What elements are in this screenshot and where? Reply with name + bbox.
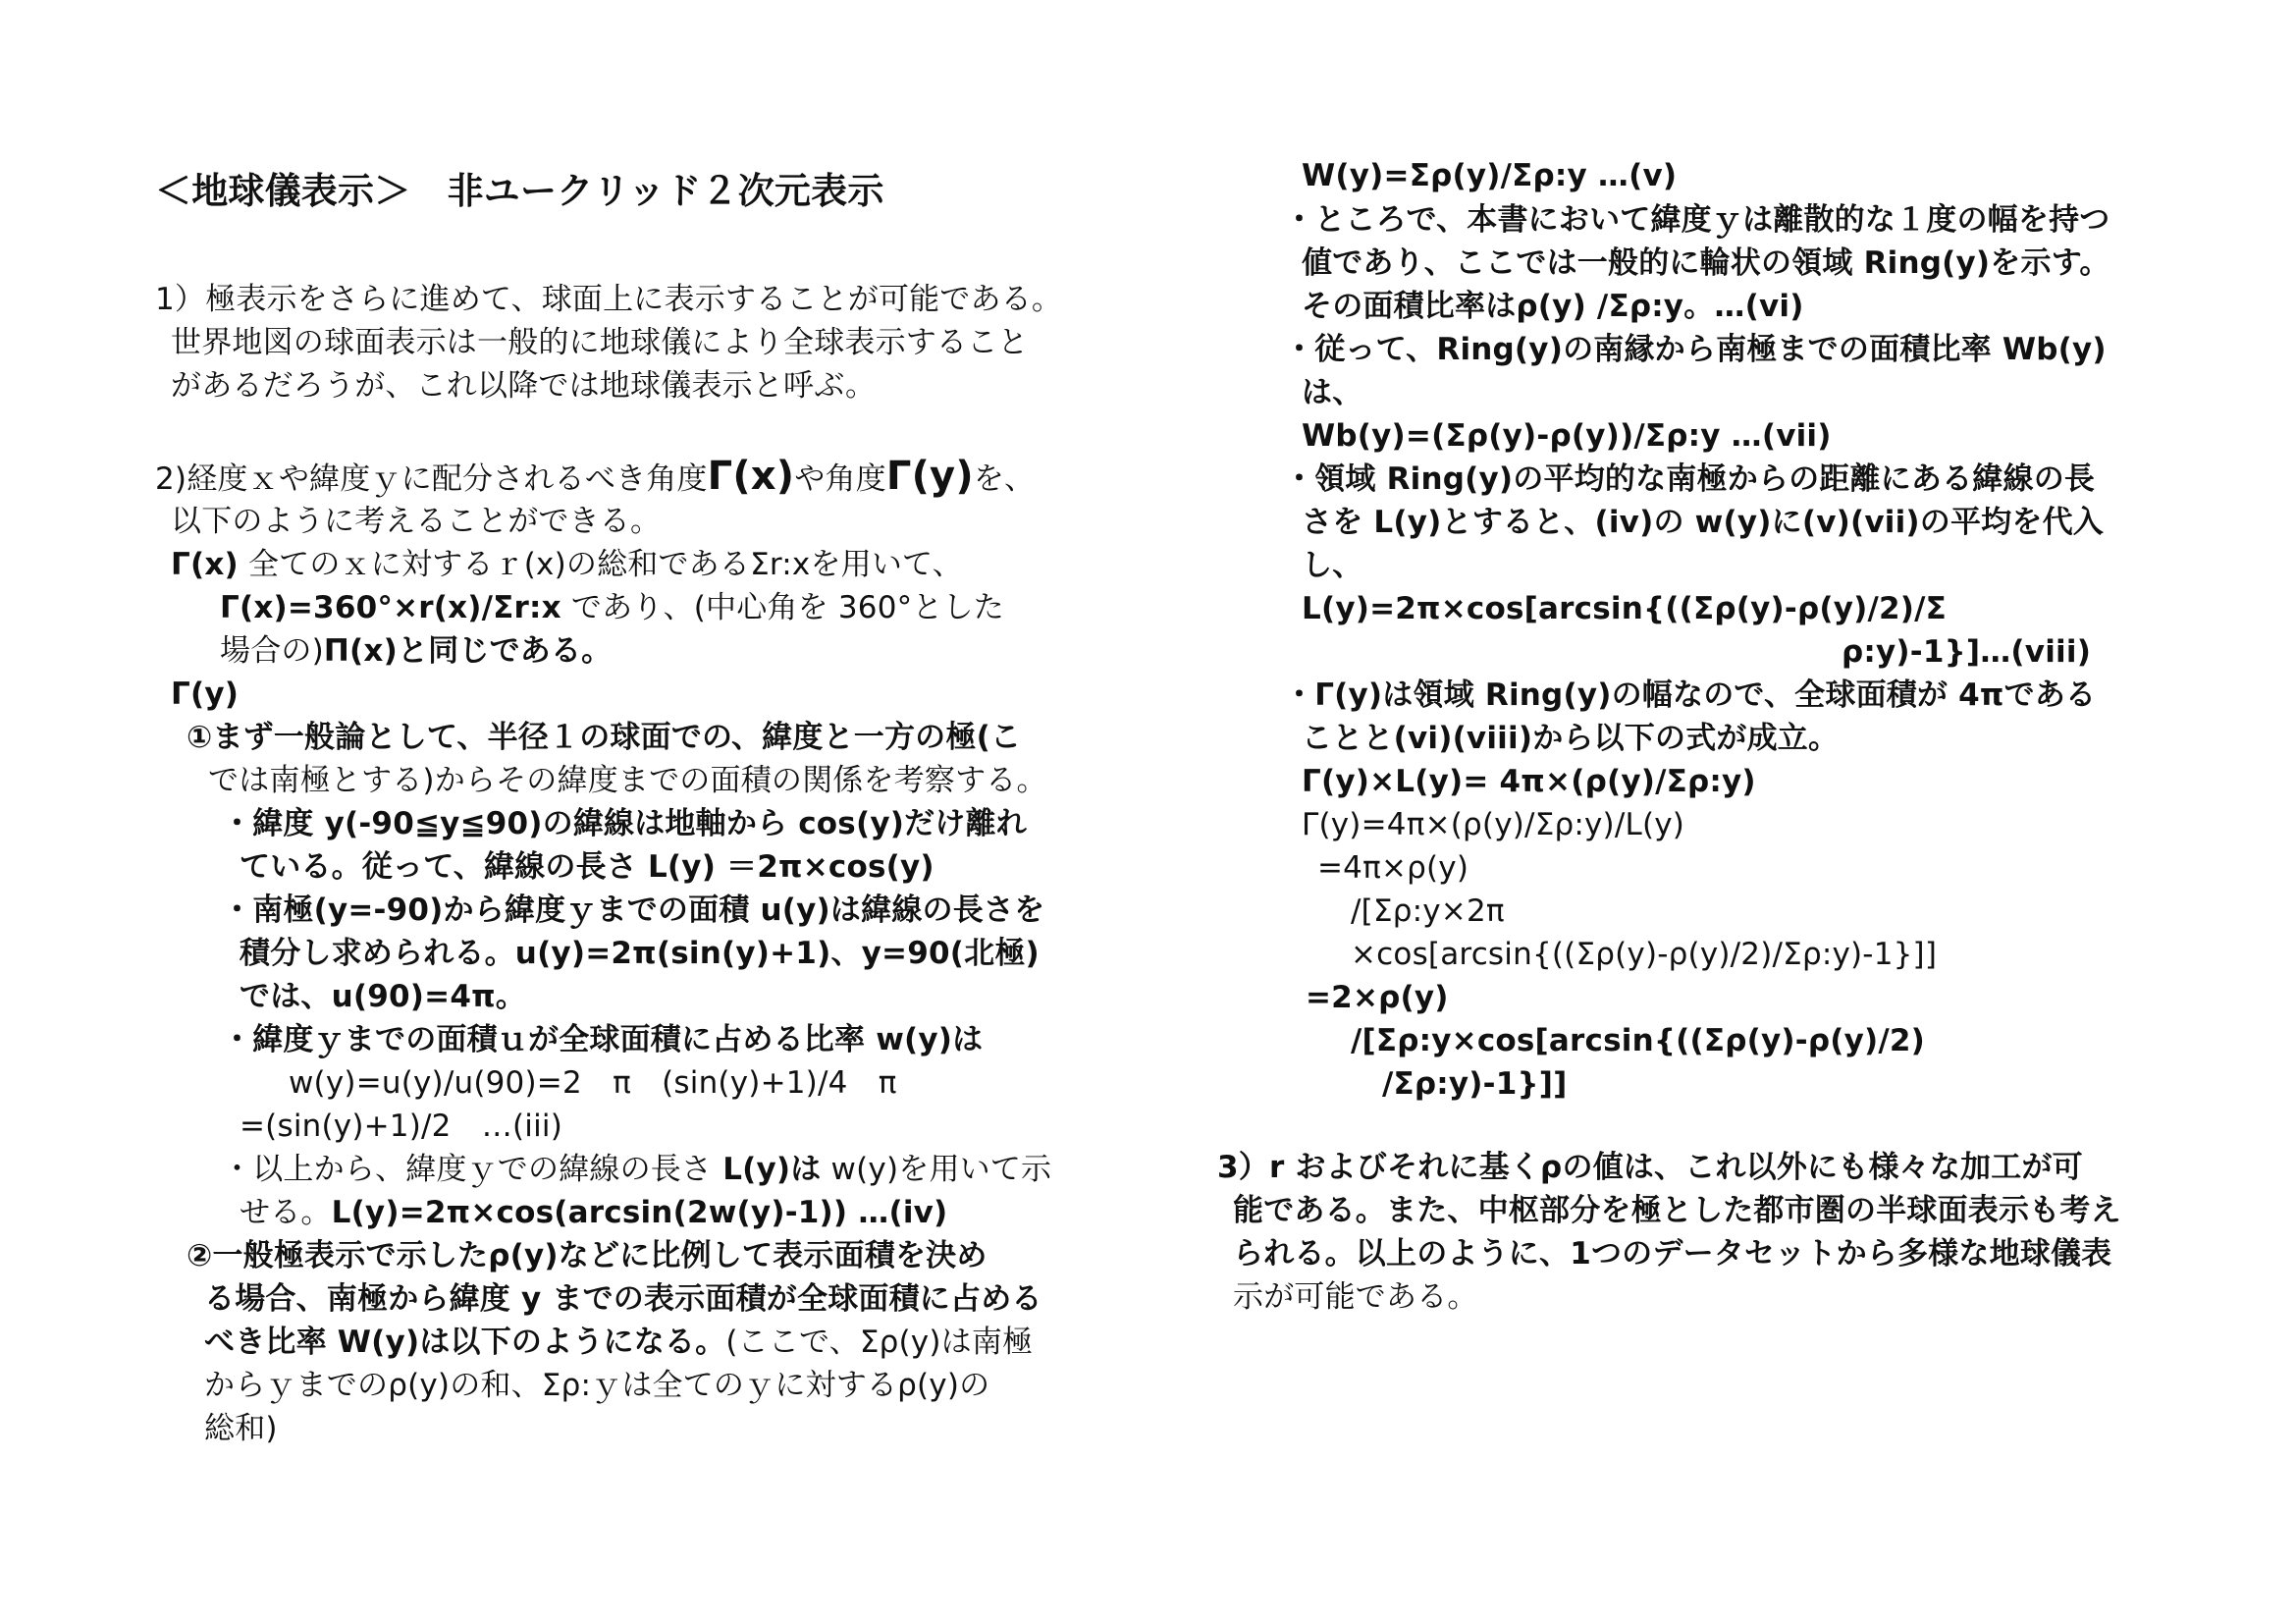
para-3-line-3: られる。以上のように、1つのデータセットから多様な地球儀表 [1233,1236,2112,1272]
formula-v: W(y)=Σρ(y)/Σρ:y …(v) [1302,158,1678,193]
para-1-line-2: 世界地図の球面表示は一般的に地球儀により全球表示すること [171,325,1029,360]
formula-viii-line-1: L(y)=2π×cos[arcsin{((Σρ(y)-ρ(y)/2)/Σ [1302,591,1948,626]
bullet-1-line-1: ・緯度 y(-90≦y≦90)の緯線は地軸から cos(y)だけ離れ [222,806,1027,841]
gamma-y-symbol: Γ(y) [885,454,974,499]
bullet-4-text-b: L(y)は [712,1152,822,1187]
para-3-line-1: 3）r およびそれに基くρの値は、これ以外にも様々な加工が可 [1217,1150,2083,1185]
para-r4-line-1: ・Γ(y)は領域 Ring(y)の幅なので、全球面積が 4πである [1284,677,2097,713]
para-r1-line-3: その面積比率はρ(y) /Σρ:y。…(vi) [1302,289,1804,324]
formula-gamma-line-7: /Σρ:y)-1}]] [1382,1066,1568,1102]
case-1-line-1: ①まず一般論として、半径１の球面での、緯度と一方の極(こ [187,720,1022,755]
para-2-text-a: 2)経度ｘや緯度ｙに配分されるべき角度 [155,461,708,497]
bullet-1-line-2: ている。従って、緯線の長さ L(y) ＝2π×cos(y) [240,849,934,885]
bullet-4-text-c: w(y)を用いて示 [821,1152,1052,1187]
bullet-4-line-1 [222,1148,1051,1191]
formula-gamma-line-1: Γ(y)=4π×(ρ(y)/Σρ:y)/L(y) [1302,807,1685,842]
para-r1-line-2: 値であり、ここでは一般的に輪状の領域 Ring(y)を示す。 [1302,245,2110,281]
bullet-4-text-a: ・以上から、緯度ｙでの緯線の長さ [222,1152,713,1187]
para-2-text-c: や角度 [794,461,886,497]
case-2-line-1: ②一般極表示で示したρ(y)などに比例して表示面積を決め [187,1238,988,1273]
bullet-4-text-d: せる。 [240,1195,332,1230]
bullet-4-line-2 [240,1191,947,1234]
section-title: ＜地球儀表示＞ 非ユークリッド２次元表示 [155,170,884,212]
case-2-line-3 [204,1321,1033,1364]
formula-gamma-line-6: /[Σρ:y×cos[arcsin{((Σρ(y)-ρ(y)/2) [1351,1023,1926,1058]
gamma-x-note-a: 場合の) [220,633,324,669]
para-1-line-3: があるだろうが、これ以降では地球儀表示と呼ぶ。 [171,368,877,404]
case-2-line-4: からｙまでのρ(y)の和、Σρ:ｙは全てのｙに対するρ(y)の [204,1368,990,1403]
para-r4-line-2: ことと(vi)(viii)から以下の式が成立。 [1302,721,1840,756]
case-1-line-2: では南極とする)からその緯度までの面積の関係を考察する。 [208,763,1047,798]
bullet-2-line-1: ・南極(y=-90)から緯度ｙまでの面積 u(y)は緯線の長さを [222,893,1045,928]
para-3-line-2: 能である。また、中枢部分を極とした都市圏の半球面表示も考え [1233,1193,2121,1228]
gamma-x-line-3 [220,629,612,673]
formula-gamma-line-5: =2×ρ(y) [1306,980,1449,1015]
case-2-text-b: (ここで、Σρ(y)は南極 [725,1325,1034,1360]
gamma-x-formula-note: であり、(中心角を 360°とした [561,590,1004,625]
gamma-x-line-2 [220,586,1004,629]
gamma-x-symbol: Γ(x) [707,454,795,499]
para-2-text-e: を、 [973,461,1036,497]
bullet-3-line-2: w(y)=u(y)/u(90)=2 π (sin(y)+1)/4 π [289,1065,897,1101]
gamma-x-label: Γ(x) [171,547,239,582]
para-r3-line-1: ・領域 Ring(y)の平均的な南極からの距離にある緯線の長 [1284,461,2096,497]
case-2-line-2: る場合、南極から緯度 y までの表示面積が全球面積に占める [204,1281,1042,1317]
gamma-x-formula: Γ(x)=360°×r(x)/Σr:x [220,590,561,625]
bullet-2-line-3: では、u(90)=4π。 [240,979,527,1014]
formula-gamma-line-3: /[Σρ:y×2π [1351,893,1505,929]
gamma-x-note-b: Π(x)と同じである。 [323,633,613,669]
para-r4-line-3: Γ(y)×L(y)= 4π×(ρ(y)/Σρ:y) [1302,764,1756,799]
case-2-text-a: べき比率 W(y)は以下のようになる。 [204,1325,726,1360]
gamma-x-line-1 [171,543,963,586]
para-r1-line-1: ・ところで、本書において緯度ｙは離散的な１度の幅を持つ [1284,202,2110,238]
formula-viii-line-2: ρ:y)-1}]…(viii) [1842,634,2092,670]
para-2-line-1 [155,455,1035,501]
formula-gamma-line-4: ×cos[arcsin{((Σρ(y)-ρ(y)/2)/Σρ:y)-1}]] [1351,937,1938,972]
bullet-3-line-3: =(sin(y)+1)/2 …(iii) [240,1109,563,1144]
para-2-line-2: 以下のように考えることができる。 [171,504,662,539]
para-r3-line-2: さを L(y)とすると、(iv)の w(y)に(v)(vii)の平均を代入 [1302,505,2104,540]
para-r2-line-2: は、 [1302,375,1363,410]
para-r2-line-3: Wb(y)=(Σρ(y)-ρ(y))/Σρ:y …(vii) [1302,418,1832,454]
bullet-4-formula: L(y)=2π×cos(arcsin(2w(y)-1)) …(iv) [331,1195,948,1230]
gamma-x-desc: 全てのｘに対するｒ(x)の総和であるΣr:xを用いて、 [238,547,963,582]
para-1-line-1: 1）極表示をさらに進めて、球面上に表示することが可能である。 [155,282,1063,317]
gamma-y-heading: Γ(y) [171,677,240,712]
para-3-line-4: 示が可能である。 [1233,1279,1478,1315]
formula-gamma-line-2: =4π×ρ(y) [1317,850,1469,886]
bullet-3-line-1: ・緯度ｙまでの面積ｕが全球面積に占める比率 w(y)は [222,1022,984,1057]
para-r3-line-3: し、 [1302,548,1363,583]
case-2-line-5: 総和) [204,1411,278,1446]
bullet-2-line-2: 積分し求められる。u(y)=2π(sin(y)+1)、y=90(北極) [240,936,1040,971]
para-r2-line-1: ・従って、Ring(y)の南縁から南極までの面積比率 Wb(y) [1284,332,2107,367]
